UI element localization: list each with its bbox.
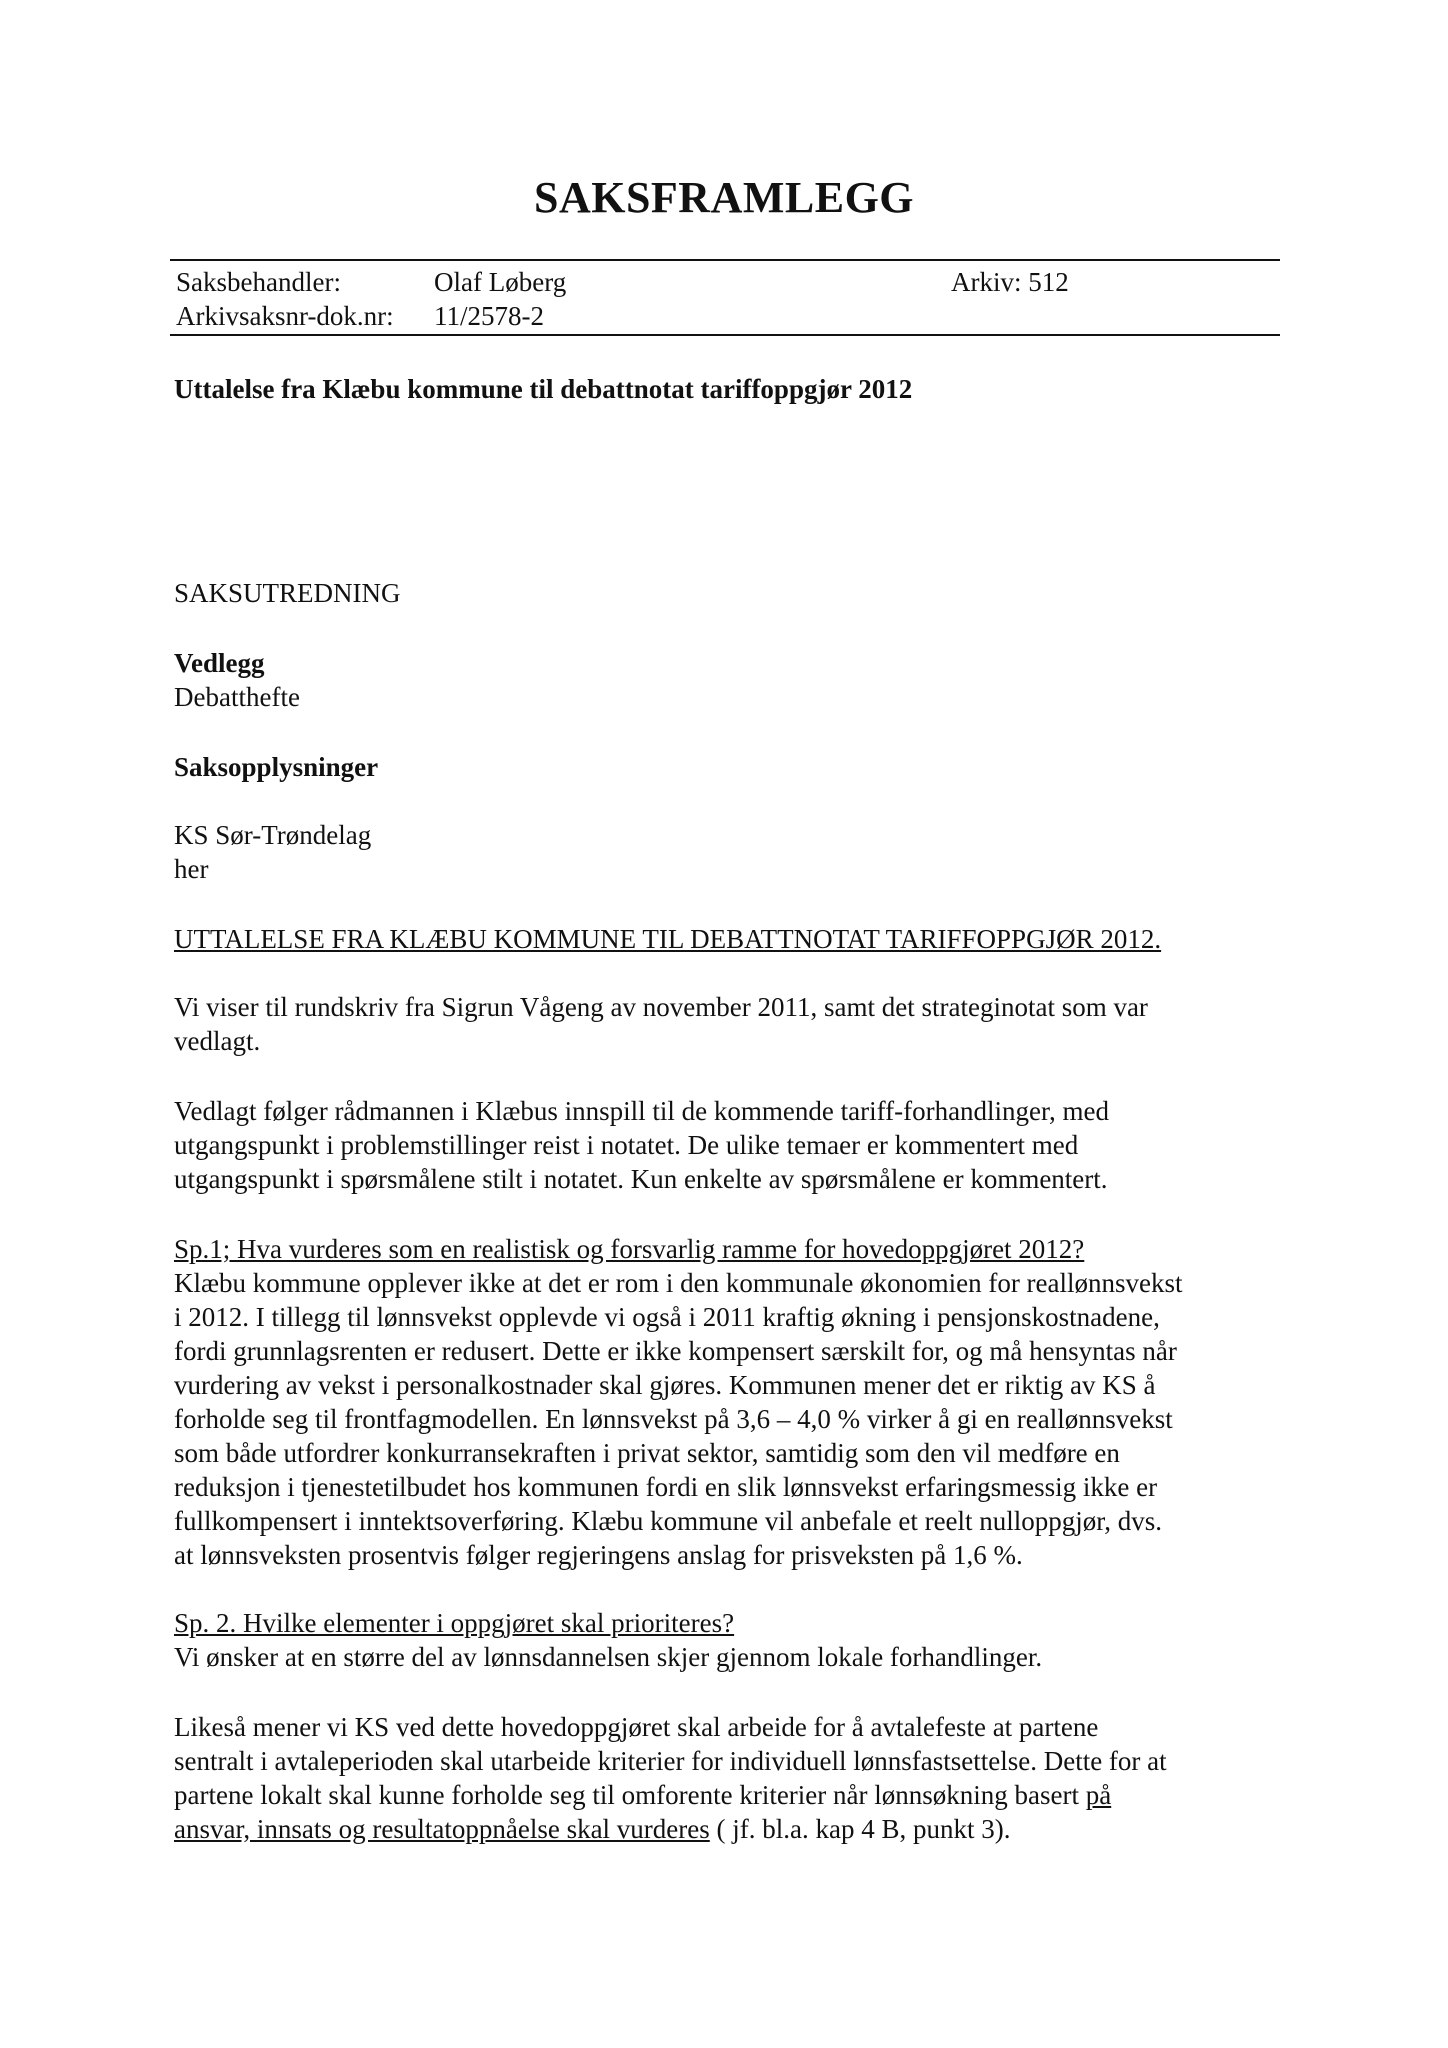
paragraph-line: Vi viser til rundskriv fra Sigrun Vågeng av november 2011, samt det strateginotat som var: [174, 992, 1148, 1022]
recipient-block: [174, 818, 1274, 886]
answer-line: Vi ønsker at en større del av lønnsdannelsen skjer gjennom lokale forhandlinger.: [174, 1642, 1043, 1672]
paragraph-text: ( jf. bl.a. kap 4 B, punkt 3).: [709, 1814, 1011, 1844]
answer-line: reduksjon i tjenestetilbudet hos kommunen fordi en slik lønnsvekst erfaringsmessig ikke er: [174, 1472, 1158, 1502]
question-1: [174, 1232, 1274, 1572]
paragraph-line: [174, 1778, 1274, 1812]
paragraph-text: partene lokalt skal kunne forholde seg til omforente kriterier når lønnsøkning basert: [174, 1780, 1086, 1810]
answer-line: i 2012. I tillegg til lønnsvekst opplevde vi også i 2011 kraftig økning i pensjonskostnadene,: [174, 1302, 1160, 1332]
paragraph-line: [174, 1812, 1274, 1846]
bottom-rule: [170, 334, 1280, 336]
saksbehandler-value: Olaf Løberg: [434, 267, 567, 297]
paragraph-line: Vedlagt følger rådmannen i Klæbus innspill til de kommende tariff-forhandlinger, med: [174, 1096, 1109, 1126]
answer-line: som både utfordrer konkurransekraften i privat sektor, samtidig som den vil medføre en: [174, 1438, 1120, 1468]
arkivsaksnr-value: 11/2578-2: [434, 301, 544, 331]
answer-line: at lønnsveksten prosentvis følger regjeringens anslag for prisveksten på 1,6 %.: [174, 1540, 1023, 1570]
paragraph-line: utgangspunkt i problemstillinger reist i notatet. De ulike temaer er kommentert med: [174, 1130, 1079, 1160]
recipient-line-1: KS Sør-Trøndelag: [174, 820, 372, 850]
underlined-text: ansvar, innsats og resultatoppnåelse skal vurderes: [174, 1814, 710, 1844]
answer-line: forholde seg til frontfagmodellen. En lønnsvekst på 3,6 – 4,0 % virker å gi en reallønnsvekst: [174, 1404, 1173, 1434]
saksopplysninger-heading: Saksopplysninger: [174, 752, 379, 782]
saksutredning-heading: SAKSUTREDNING: [174, 578, 401, 608]
paragraph-line: vedlagt.: [174, 1026, 261, 1056]
answer-line: fordi grunnlagsrenten er redusert. Dette er ikke kompensert særskilt for, og må hensyntas når: [174, 1336, 1177, 1366]
paragraph-line: Likeså mener vi KS ved dette hovedoppgjøret skal arbeide for å avtalefeste at partene: [174, 1712, 1099, 1742]
paragraph-line: sentralt i avtaleperioden skal utarbeide kriterier for individuell lønnsfastsettelse. Dette for at: [174, 1746, 1167, 1776]
vedlegg-heading: Vedlegg: [174, 648, 265, 678]
answer-line: Klæbu kommune opplever ikke at det er rom i den kommunale økonomien for reallønnsvekst: [174, 1268, 1183, 1298]
question-2-heading: Sp. 2. Hvilke elementer i oppgjøret skal prioriteres?: [174, 1608, 735, 1638]
subject-line: Uttalelse fra Klæbu kommune til debattnotat tariffoppgjør 2012: [174, 374, 913, 404]
paragraph-1: [174, 990, 1274, 1058]
letter-heading: UTTALELSE FRA KLÆBU KOMMUNE TIL DEBATTNOTAT TARIFFOPPGJØR 2012.: [174, 924, 1162, 954]
answer-line: fullkompensert i inntektsoverføring. Klæbu kommune vil anbefale et reelt nulloppgjør, dvs.: [174, 1506, 1162, 1536]
underlined-text: på: [1085, 1780, 1112, 1810]
question-1-heading: Sp.1; Hva vurderes som en realistisk og forsvarlig ramme for hovedoppgjøret 2012?: [174, 1234, 1085, 1264]
answer-line: vurdering av vekst i personalkostnader skal gjøres. Kommunen mener det er riktig av KS å: [174, 1370, 1156, 1400]
arkivsaksnr-label: Arkivsaksnr-dok.nr:: [176, 301, 394, 331]
vedlegg-item: Debatthefte: [174, 682, 300, 712]
paragraph-3: [174, 1710, 1274, 1846]
recipient-line-2: her: [174, 854, 209, 884]
question-2: [174, 1606, 1274, 1674]
document-title: SAKSFRAMLEGG: [533, 173, 915, 222]
top-rule: [170, 259, 1280, 261]
paragraph-2: [174, 1094, 1274, 1196]
arkiv-value: Arkiv: 512: [951, 267, 1069, 297]
vedlegg-section: [174, 646, 1274, 714]
saksbehandler-label: Saksbehandler:: [176, 267, 341, 297]
paragraph-line: utgangspunkt i spørsmålene stilt i notatet. Kun enkelte av spørsmålene er kommentert.: [174, 1164, 1108, 1194]
